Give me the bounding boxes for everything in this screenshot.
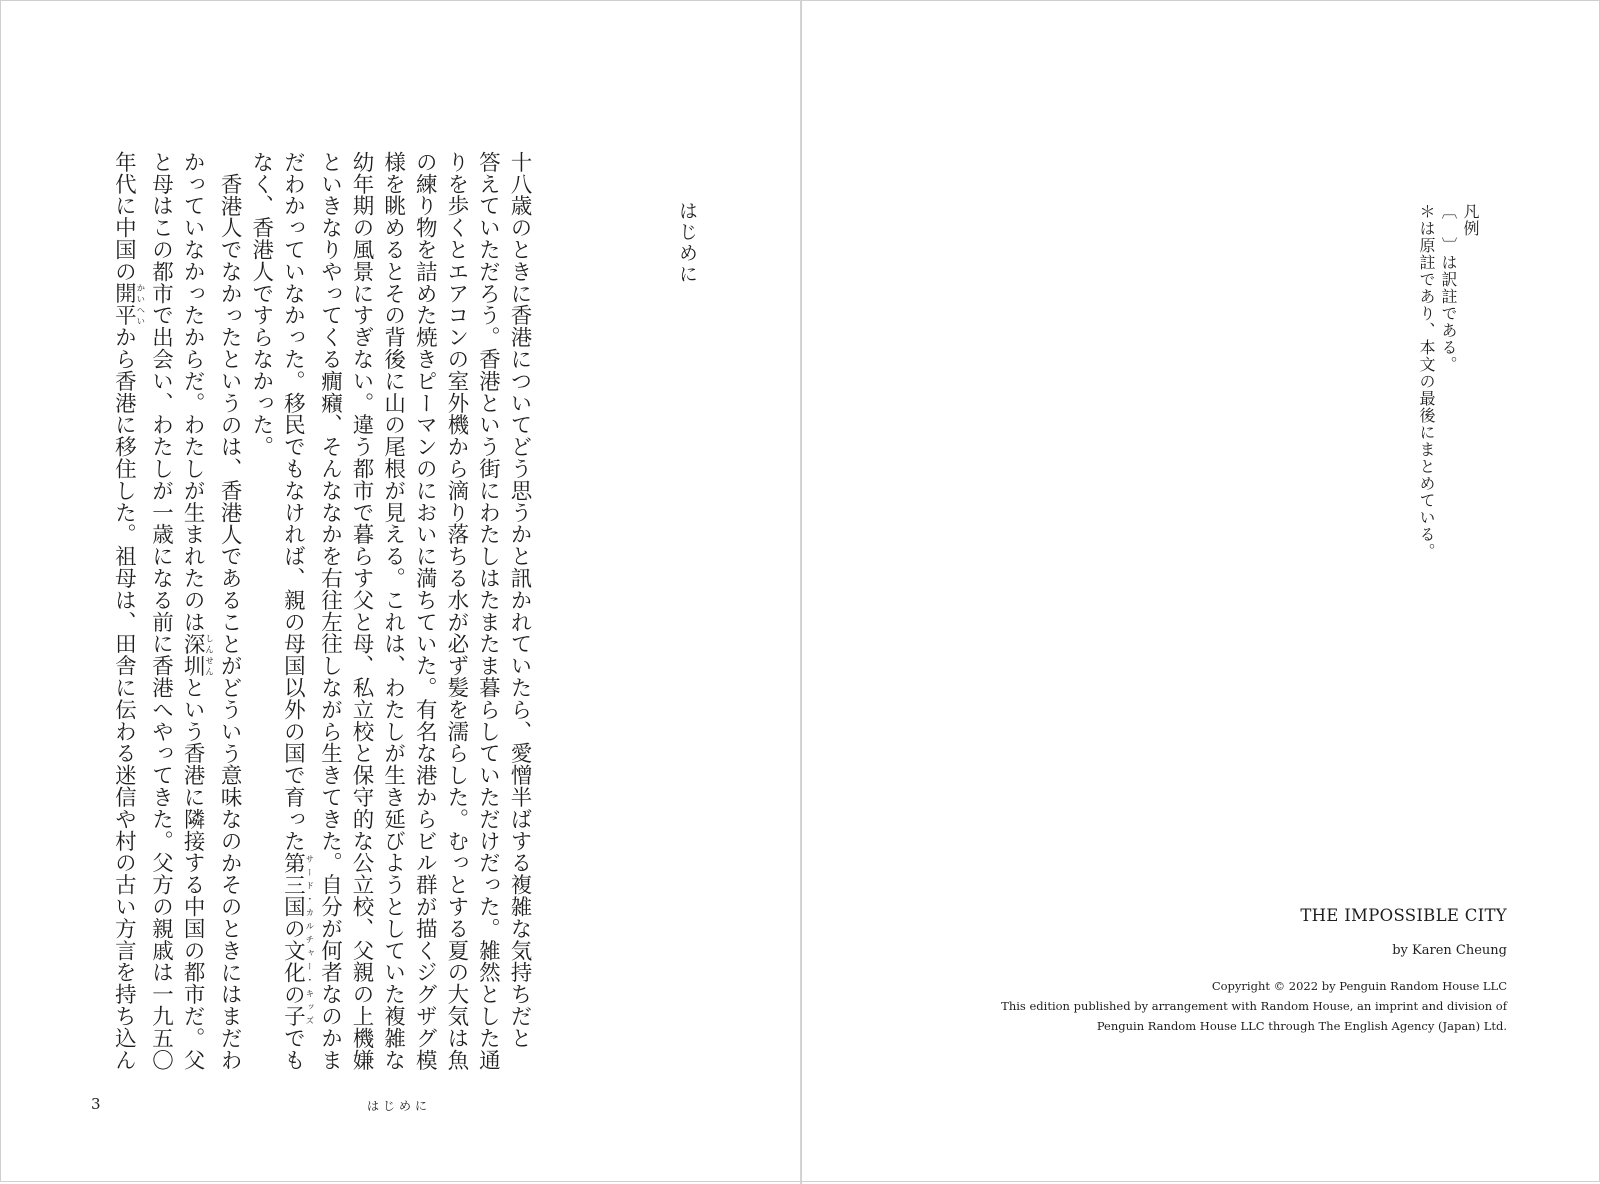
body-line: りを歩くとエアコンの室外機から滴り落ちる水が必ず髪を濡らした。むっとする夏の大気は魚 [443,151,469,1071]
body-line-text: だわかっていなかった。移民でもなければ、親の母国以外の国で育った [280,151,306,852]
usage-notes [1415,203,1481,623]
body-line [176,151,214,1071]
chapter-heading: はじめに [676,201,698,285]
edition-line: This edition published by arrangement with Random House, an imprint and division of [1001,999,1507,1013]
original-title: THE IMPOSSIBLE CITY [1300,906,1507,925]
body-line: といきなりやってくる癇癪、そんななかを右往左往しながら生きてきた。自分が何者なのかま [317,151,343,1071]
left-page [0,0,801,1182]
ruby-annotation [111,282,145,327]
ruby-annotation [180,632,214,677]
body-line-text: という香港に隣接する中国の都市だ。父 [180,676,206,1071]
ruby-reading: サード・カルチャー・キッズ [303,851,314,1028]
body-line: 答えていただろう。香港という街にわたしはたまたま暮らしていただけだった。雑然とした通 [475,151,501,1071]
body-line-text: でも [280,1027,306,1071]
body-line-text: 年代に中国の [111,151,137,283]
body-line: 十八歳のときに香港についてどう思うかと訊かれていたら、愛憎半ばする複雑な気持ちだと [507,151,532,1049]
body-line: の練り物を詰めた焼きピーマンのにおいに満ちていた。有名な港からビル群が描くジグザグ模 [412,151,438,1071]
right-page [801,0,1600,1182]
notes-title: 凡例 [1461,203,1480,237]
notes-item-original: ＊は原註であり、本文の最後にまとめている。 [1417,203,1436,560]
body-line: なく、香港人ですらなかった。 [248,151,274,458]
running-head: はじめに [367,1099,432,1113]
ruby-base: 深圳 [180,632,206,677]
body-line [277,151,314,1071]
body-line-text: かっていなかったからだ。わたしが生まれたのは [180,151,206,633]
agency-line: Penguin Random House LLC through The English Agency (Japan) Ltd. [1096,1019,1507,1033]
ruby-base: 第三国の文化の子 [280,851,306,1028]
page-number: 3 [91,1095,101,1113]
body-line [108,151,145,1071]
ruby-base: 開平 [111,282,137,327]
body-line: 幼年期の風景にすぎない。違う都市で暮らす父と母、私立校と保守的な公立校、父親の上機嫌 [349,151,375,1071]
notes-item-translator: 〔 〕は訳註である。 [1439,203,1458,373]
body-line: と母はこの都市で出会い、わたしが一歳になる前に香港へやってきた。父方の親戚は一九五〇 [148,151,174,1071]
body-line: 香港人でなかったというのは、香港人であることがどういう意味なのかそのときにはまだわ [217,173,243,1071]
ruby-reading: かいへい [134,282,145,327]
body-line-text: から香港に移住した。祖母は、田舎に伝わる迷信や村の古い方言を持ち込ん [111,326,137,1071]
ruby-reading: しんせん [203,632,214,677]
ruby-annotation [280,851,314,1028]
copyright-line: Copyright © 2022 by Penguin Random House LLC [1211,979,1507,993]
body-line: 様を眺めるとその背後に山の尾根が見える。これは、わたしが生き延びようとしていた複雑な [380,151,406,1071]
original-author: by Karen Cheung [1392,943,1507,958]
body-text [108,151,535,1071]
